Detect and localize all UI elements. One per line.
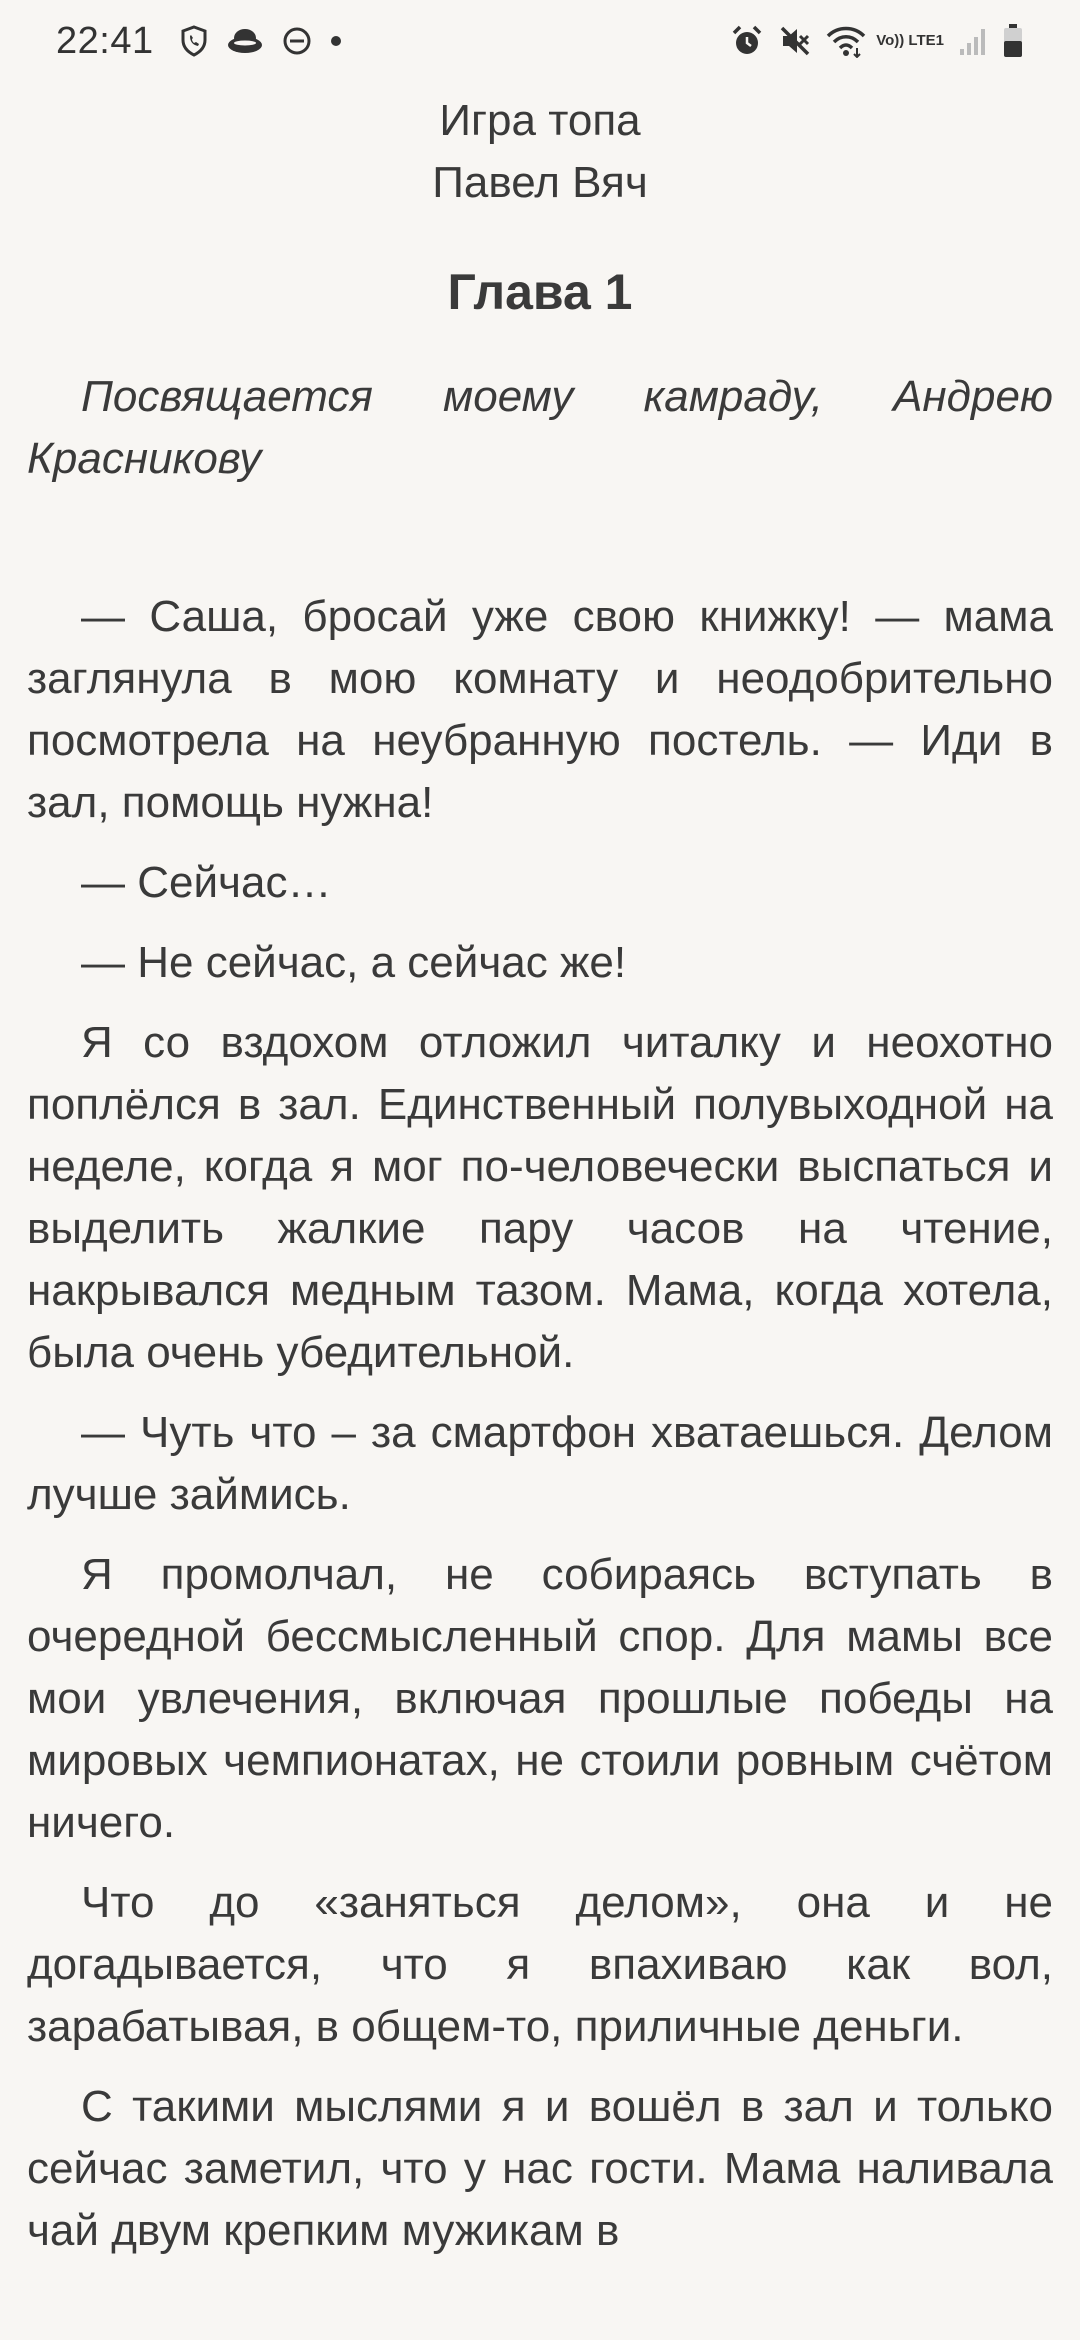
- paragraph: Я со вздохом отложил читалку и неохотно поплёлся в зал. Единственный полувыходной на неделе, когда я мог по-человечески выспаться и выделить жалкие пару часов на чтение, накрывался медным тазом. Мама, когда хотела, была очень убедительной.: [27, 1018, 1053, 1377]
- paragraph: Я промолчал, не собираясь вступать в очередной бессмысленный спор. Для мамы все мои увлечения, включая прошлые победы на мировых чемпионатах, не стоили ровным счётом ничего.: [27, 1550, 1053, 1847]
- status-right: [716, 16, 1024, 66]
- book-title: Игра топа: [439, 96, 641, 145]
- signal-icon: [958, 25, 988, 57]
- paragraph: — Чуть что – за смартфон хватаешься. Делом лучше займись.: [27, 1408, 1053, 1519]
- paragraph: — Саша, бросай уже свою книжку! — мама заглянула в мою комнату и неодобрительно посмотрела на неубранную постель. — Иди в зал, помощь нужна!: [27, 592, 1053, 827]
- reader-content[interactable]: [27, 90, 1053, 2280]
- paragraph: — Сейчас…: [81, 858, 332, 907]
- chapter-title: Глава 1: [447, 264, 633, 320]
- battery-icon: [1002, 23, 1024, 59]
- book-author: Павел Вяч: [432, 158, 648, 207]
- dot-icon: [330, 35, 342, 47]
- app-hat-icon: [226, 27, 264, 55]
- status-bar: [0, 0, 1080, 82]
- status-left: [56, 18, 360, 64]
- paragraph: С такими мыслями я и вошёл в зал и только сейчас заметил, что у нас гости. Мама наливала чай двум крепким мужикам в: [27, 2082, 1053, 2255]
- alarm-icon: [730, 24, 764, 58]
- wifi-icon: [826, 24, 866, 58]
- paragraph: — Не сейчас, а сейчас же!: [81, 938, 627, 987]
- dedication: Посвящается моему камраду, Андрею Красникову: [27, 372, 1053, 483]
- shield-phone-icon: [180, 25, 208, 57]
- volte-icon: Vo)) LTE1: [876, 32, 944, 49]
- status-time: 22:41: [56, 19, 154, 62]
- mute-icon: [778, 24, 812, 58]
- paragraph: Что до «заняться делом», она и не догадывается, что я впахиваю как вол, зарабатывая, в общем-то, приличные деньги.: [27, 1878, 1053, 2051]
- do-not-disturb-icon: [282, 26, 312, 56]
